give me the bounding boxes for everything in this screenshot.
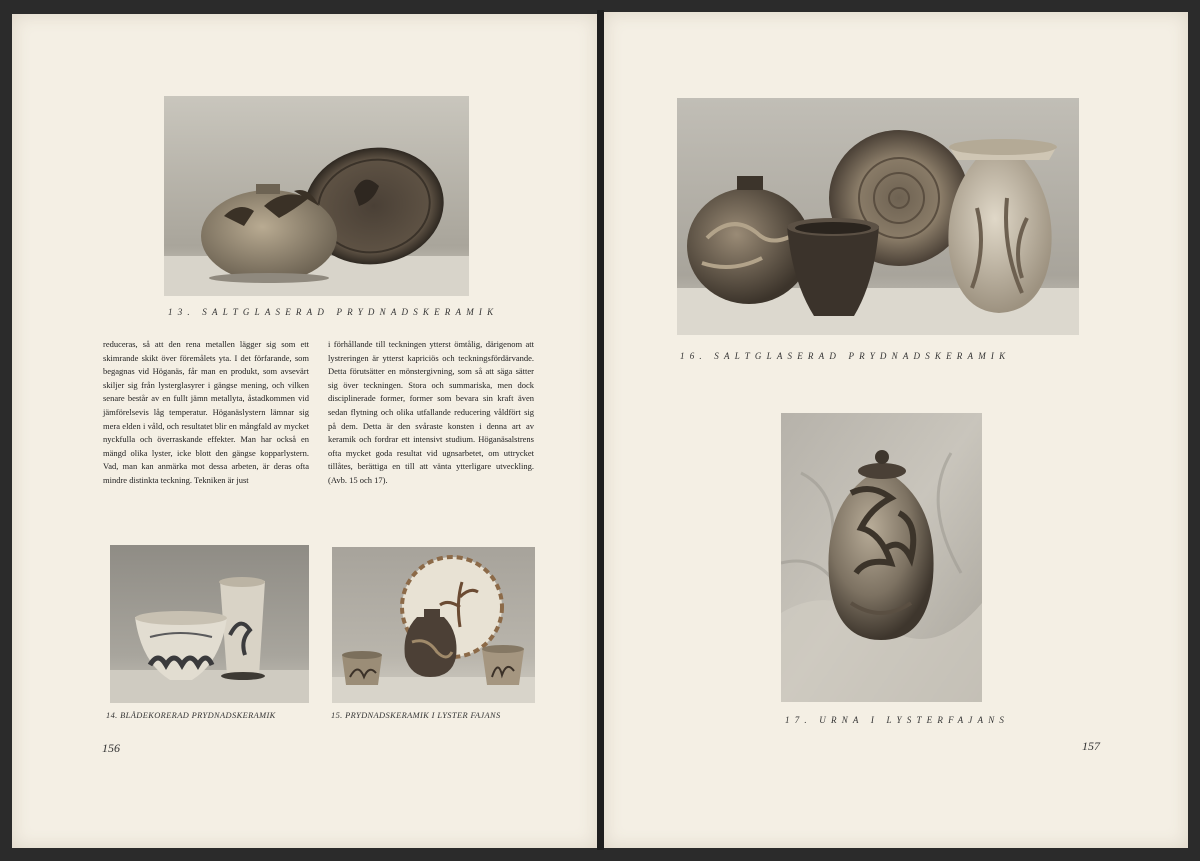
caption-fig17: 17. URNA I LYSTERFAJANS [785,715,1010,725]
text-column-2 [328,338,534,488]
page-number-left: 156 [102,741,120,755]
caption-fig13: 13. SALTGLASERAD PRYDNADSKERAMIK [168,307,499,317]
photo-fig14 [110,545,309,703]
left-page [12,14,597,848]
paragraph-col2: i förhållande till teckningen ytterst ömtålig, därigenom att lystreringen är ytterst kapriciös och teckningsfördärvande. Detta förutsätter en mönstergivning, som så att säga sätter sig över teckningen. Stora och summariska, men dock disciplinerade former, former som bevara sin kraft även sedan flytning och olika utfallande reducering våldfört sig på dem. Detta är den svåraste konsten i denna art av keramik och fordrar ett intensivt studium. Höganäsalstrens ofta mycket goda resultat vid ugnsarbetet, om uttrycket tillåtes, berättiga en till att vänta ytterligare utveckling. (Avb. 15 och 17). [328,339,534,485]
caption-fig16: 16. SALTGLASERAD PRYDNADSKERAMIK [680,351,1011,361]
text-column-1 [103,338,309,488]
photo-fig16 [677,98,1079,335]
right-page [604,12,1188,848]
caption-fig14: 14. BLÅDEKORERAD PRYDNADSKERAMIK [106,711,276,720]
caption-fig15: 15. PRYDNADSKERAMIK I LYSTER FAJANS [331,711,501,720]
photo-fig13 [164,96,469,296]
photo-fig15 [332,547,535,703]
photo-fig17 [781,413,982,702]
book-gutter [597,10,604,850]
paragraph-col1: reduceras, så att den rena metallen lägger sig som ett skimrande skikt över föremålets yta. I det förfarande, som begagnas vid Höganäs, får man en produkt, som avsevärt skiljer sig från lysterglasyrer i gängse mening, och vilken senare består av en fullt jämn metallyta, åstadkommen vid jämförelsevis låg temperatur. Höganäslystern lämnar sig mera elden i våld, och resultatet blir en mångfald av mycket nyckfulla och överraskande effekter. Man har också en mängd olika lyster, icke blott den gängse kopparlystern. Vad, man kan anmärka mot dessa arbeten, är deras ofta mindre distinkta teckning. Tekniken är just [103,339,309,485]
page-number-right: 157 [1082,739,1100,753]
